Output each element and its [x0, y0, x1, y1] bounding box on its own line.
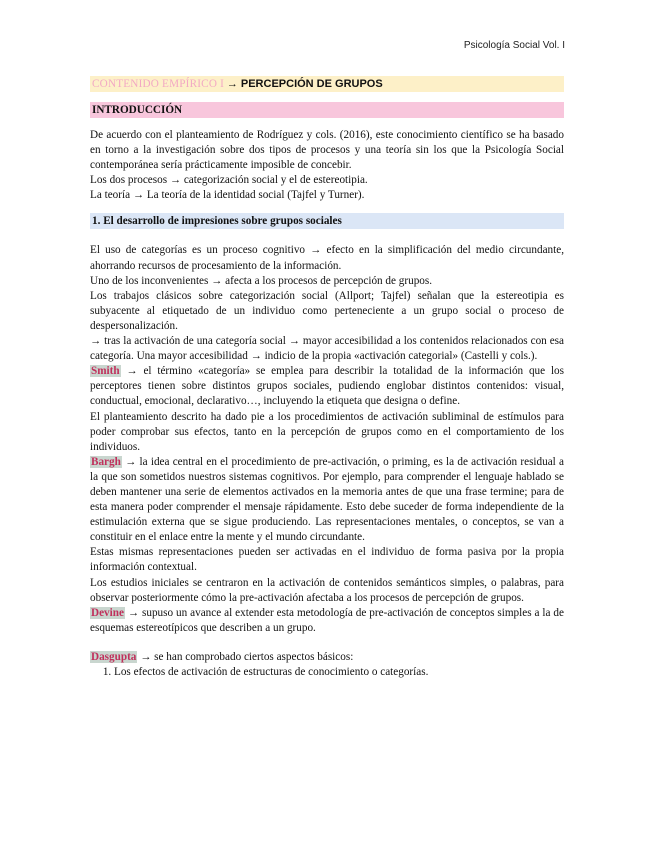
section-1-paragraph-5: El planteamiento descrito ha dado pie a los procedimientos de activación subliminal de estímulos para poder comprobar sus efectos, tanto en la percepción de grupos como en el comportamiento de los individuos.: [90, 410, 564, 453]
section-1-paragraph-3: Los trabajos clásicos sobre categorización social (Allport; Tajfel) señalan que la estereotipia es subyacente al etiquetado de un individuo como perteneciente a un grupo social o proceso de despersonalización.: [90, 289, 564, 332]
intro-paragraph-1: De acuerdo con el planteamiento de Rodríguez y cols. (2016), este conocimiento científico se ha basado en torno a la investigación sobre dos tipos de procesos y una teoría sin los que la Psicología Social contemporánea sería prácticamente imposible de concebir.: [90, 129, 564, 172]
running-header: Psicología Social Vol. I: [463, 40, 565, 51]
section-1-paragraph-7: Los estudios iniciales se centraron en la activación de contenidos semánticos simples, o palabras, para observar posteriormente cómo la pre-activación afectaba a los procesos de percepción de grupos.: [90, 576, 564, 604]
chapter-title-bar: [90, 76, 564, 92]
bargh-paragraph: [90, 455, 564, 546]
author-highlight-dasgupta: Dasgupta: [91, 650, 137, 663]
section-1-paragraph-1: El uso de categorías es un proceso cognitivo → efecto en la simplificación del medio circundante, ahorrando recursos de procesamiento de la información.: [90, 244, 564, 272]
author-highlight-devine: Devine: [91, 606, 124, 619]
section-1-heading: 1. El desarrollo de impresiones sobre grupos sociales: [90, 213, 564, 229]
chapter-label: CONTENIDO EMPÍRICO I: [92, 78, 225, 90]
devine-paragraph: [90, 606, 564, 636]
bargh-text: → la idea central en el procedimiento de pre-activación, o priming, es la de activación residual a la que son sometidos nuestros sistemas cognitivos. Por ejemplo, para comprender el lenguaje hablado se deben mantener una serie de elementos activados en la memoria antes de que una frase termine; para de esta manera poder comprender el mensaje rápidamente. Esto debe suceder de forma independiente de la estimulación externa que se sigue produciendo. Las representaciones mentales, o conceptos, se van a constituir en el enlace entre la mente y el mundo circundante.: [90, 455, 564, 544]
intro-heading: INTRODUCCIÓN: [90, 102, 564, 118]
smith-paragraph: [90, 364, 564, 409]
list-item: 1. Los efectos de activación de estructuras de conocimiento o categorías.: [114, 665, 564, 680]
page-content: [90, 76, 564, 680]
author-highlight-bargh: Bargh: [91, 455, 121, 468]
section-1-paragraph-6: Estas mismas representaciones pueden ser activadas en el individuo de forma pasiva por la propia información contextual.: [90, 546, 564, 574]
section-1-paragraph-2: Uno de los inconvenientes → afecta a los procesos de percepción de grupos.: [90, 274, 433, 287]
smith-text: → el término «categoría» se emplea para describir la totalidad de la información que los perceptores tienen sobre distintos grupos sociales, pudiendo englobar distintos contenidos: visual, conductual, emocional, declarativo…, incluyendo la etiqueta que designa o define.: [90, 365, 564, 408]
devine-text: → supuso un avance al extender esta metodología de pre-activación de conceptos simples a la de esquemas estereotípicos que describen a un grupo.: [90, 606, 564, 634]
section-1-paragraph-4: → tras la activación de una categoría social → mayor accesibilidad a los contenidos relacionados con esa categoría. Una mayor accesibilidad → indicio de la propia «activación categorial» (Castelli y cols.).: [90, 335, 564, 363]
chapter-title: → PERCEPCIÓN DE GRUPOS: [226, 78, 383, 90]
intro-paragraph-3: La teoría → La teoría de la identidad social (Tajfel y Turner).: [90, 189, 365, 202]
basic-aspects-list: [90, 665, 564, 680]
dasgupta-paragraph: [90, 650, 564, 665]
dasgupta-text: → se han comprobado ciertos aspectos básicos:: [137, 650, 354, 663]
intro-paragraph-2: Los dos procesos → categorización social y el de estereotipia.: [90, 174, 368, 187]
author-highlight-smith: Smith: [91, 365, 120, 378]
